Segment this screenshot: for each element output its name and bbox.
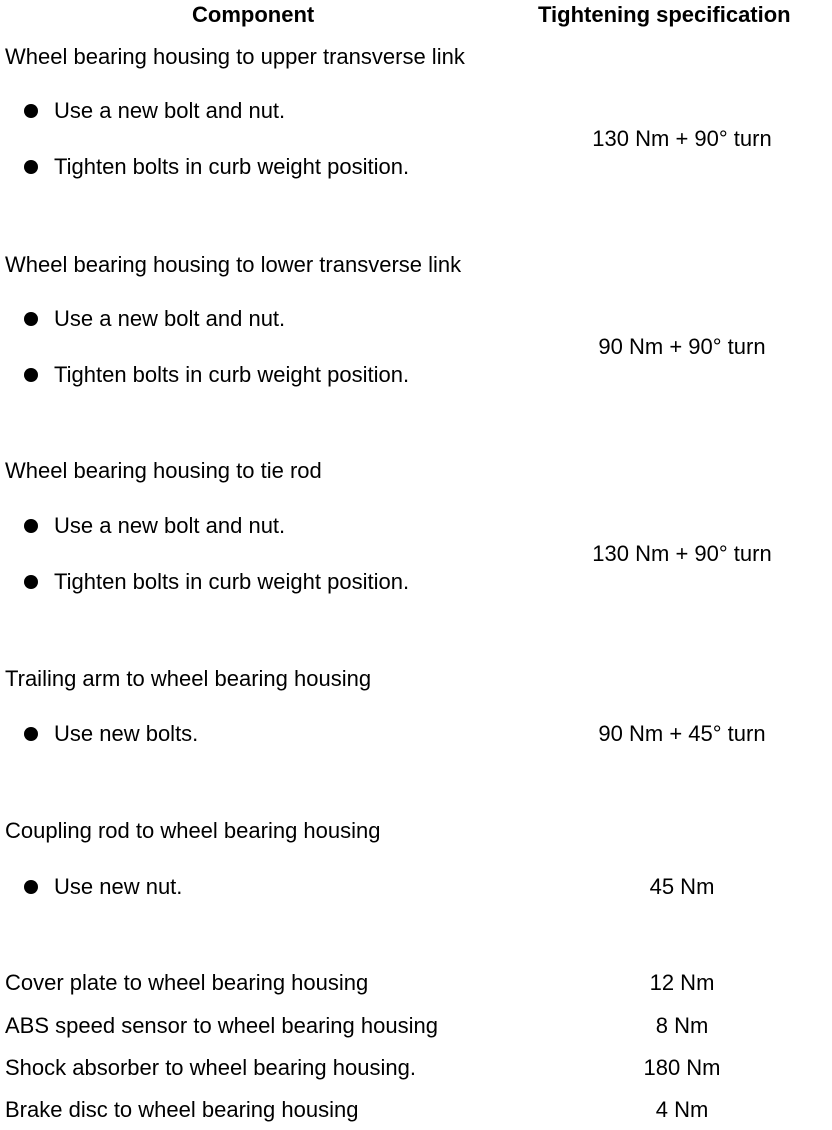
component-label: Coupling rod to wheel bearing housing (5, 818, 381, 843)
bullet-icon (24, 727, 38, 741)
bullet-text: Use new bolts. (54, 721, 199, 746)
bullet-text: Use a new bolt and nut. (54, 513, 286, 538)
spec-value: 8 Nm (655, 1013, 709, 1038)
column-header-component: Component (192, 2, 315, 27)
spec-value: 90 Nm + 45° turn (598, 721, 766, 746)
bullet-text: Use a new bolt and nut. (54, 306, 286, 331)
spec-value: 90 Nm + 90° turn (598, 334, 766, 359)
bullet-icon (24, 880, 38, 894)
bullet-text: Use new nut. (54, 874, 183, 899)
column-header-specification: Tightening specification (538, 2, 791, 27)
bullet-text: Use a new bolt and nut. (54, 98, 286, 123)
bullet-icon (24, 312, 38, 326)
spec-value: 45 Nm (649, 874, 715, 899)
component-label: Shock absorber to wheel bearing housing. (5, 1055, 416, 1080)
component-label: Trailing arm to wheel bearing housing (5, 666, 372, 691)
bullet-icon (24, 368, 38, 382)
bullet-text: Tighten bolts in curb weight position. (54, 362, 410, 387)
bullet-icon (24, 519, 38, 533)
spec-value: 4 Nm (655, 1097, 709, 1122)
bullet-icon (24, 104, 38, 118)
spec-value: 130 Nm + 90° turn (592, 541, 772, 566)
bullet-icon (24, 160, 38, 174)
component-label: ABS speed sensor to wheel bearing housing (5, 1013, 438, 1038)
spec-value: 12 Nm (649, 970, 715, 995)
spec-value: 180 Nm (643, 1055, 721, 1080)
bullet-text: Tighten bolts in curb weight position. (54, 569, 410, 594)
bullet-text: Tighten bolts in curb weight position. (54, 154, 410, 179)
bullet-icon (24, 575, 38, 589)
component-label: Wheel bearing housing to tie rod (5, 458, 322, 483)
component-label: Cover plate to wheel bearing housing (5, 970, 369, 995)
spec-value: 130 Nm + 90° turn (592, 126, 772, 151)
component-label: Wheel bearing housing to lower transverse link (5, 252, 462, 277)
component-label: Brake disc to wheel bearing housing (5, 1097, 359, 1122)
component-label: Wheel bearing housing to upper transverse link (5, 44, 465, 69)
